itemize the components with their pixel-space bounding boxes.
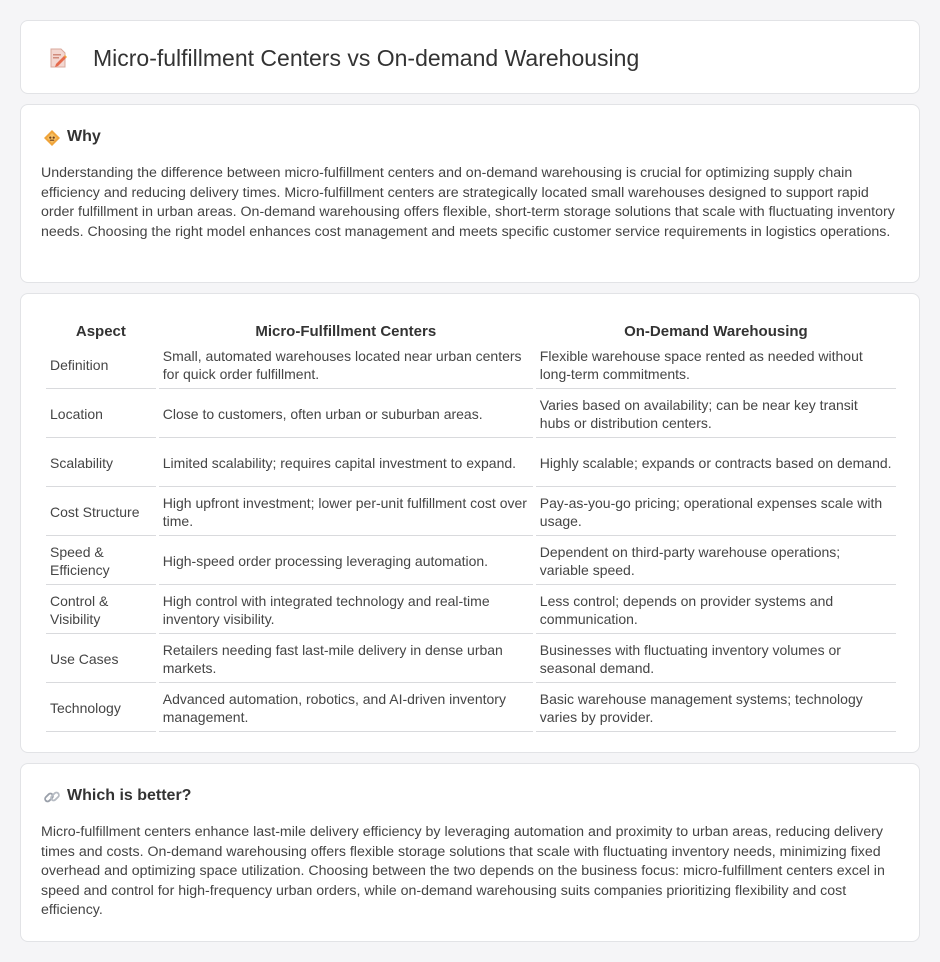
odw-cell: Less control; depends on provider systems and communication. (536, 587, 896, 634)
table-row (46, 489, 896, 536)
aspect-cell: Location (46, 391, 156, 438)
column-header-mfc: Micro-Fulfillment Centers (255, 323, 437, 340)
warning-diamond-icon (43, 129, 61, 147)
aspect-cell: Speed & Efficiency (46, 538, 156, 585)
mfc-cell: Small, automated warehouses located near urban centers for quick order fulfillment. (159, 342, 533, 389)
odw-cell: Varies based on availability; can be near key transit hubs or distribution centers. (536, 391, 896, 438)
mfc-cell: Retailers needing fast last-mile delivery in dense urban markets. (159, 636, 533, 683)
aspect-cell: Definition (46, 342, 156, 389)
aspect-cell: Use Cases (46, 636, 156, 683)
comparison-table (43, 314, 899, 734)
aspect-cell: Control & Visibility (46, 587, 156, 634)
odw-cell: Pay-as-you-go pricing; operational expenses scale with usage. (536, 489, 896, 536)
table-header-row (46, 316, 896, 340)
better-text: Micro-fulfillment centers enhance last-mile delivery efficiency by leveraging automation and proximity to urban areas, reducing delivery times and costs. On-demand warehousing offers flexible storage solutions that scale with fluctuating inventory needs, minimizing fixed overhead and optimizing space utilization. Choosing between the two depends on the business focus: micro-fulfillment centers excel in speed and control for high-frequency urban orders, while on-demand warehousing suits companies prioritizing flexibility and cost efficiency. (41, 824, 885, 919)
mfc-cell: High-speed order processing leveraging automation. (159, 538, 533, 585)
column-header-aspect: Aspect (75, 323, 126, 340)
column-header-odw: On-Demand Warehousing (624, 323, 808, 340)
table-row (46, 538, 896, 585)
table-row (46, 587, 896, 634)
document-pencil-icon (47, 47, 69, 69)
why-section (20, 104, 920, 283)
table-row (46, 440, 896, 487)
aspect-cell: Scalability (46, 440, 156, 487)
mfc-cell: High control with integrated technology and real-time inventory visibility. (159, 587, 533, 634)
link-icon (43, 788, 61, 806)
mfc-cell: Close to customers, often urban or suburban areas. (159, 391, 533, 438)
table-row (46, 636, 896, 683)
why-text: Understanding the difference between micro-fulfillment centers and on-demand warehousing is crucial for optimizing supply chain efficiency and reducing delivery times. Micro-fulfillment centers are strategically located small warehouses designed to support rapid order fulfillment in urban areas. On-demand warehousing offers flexible, short-term storage solutions that scale with fluctuating inventory needs. Choosing the right model enhances cost management and meets specific customer service requirements in logistics operations. (41, 165, 895, 240)
page-title: Micro-fulfillment Centers vs On-demand Warehousing (93, 45, 640, 71)
odw-cell: Dependent on third-party warehouse operations; variable speed. (536, 538, 896, 585)
table-row (46, 685, 896, 732)
mfc-cell: Advanced automation, robotics, and AI-driven inventory management. (159, 685, 533, 732)
mfc-cell: Limited scalability; requires capital investment to expand. (159, 440, 533, 487)
odw-cell: Highly scalable; expands or contracts based on demand. (536, 440, 896, 487)
why-title: Why (67, 128, 101, 145)
which-is-better-section (20, 763, 920, 942)
comparison-table-card (20, 293, 920, 753)
table-row (46, 391, 896, 438)
odw-cell: Businesses with fluctuating inventory volumes or seasonal demand. (536, 636, 896, 683)
table-row (46, 342, 896, 389)
odw-cell: Flexible warehouse space rented as needed without long-term commitments. (536, 342, 896, 389)
mfc-cell: High upfront investment; lower per-unit fulfillment cost over time. (159, 489, 533, 536)
header-card (20, 20, 920, 94)
aspect-cell: Technology (46, 685, 156, 732)
aspect-cell: Cost Structure (46, 489, 156, 536)
odw-cell: Basic warehouse management systems; technology varies by provider. (536, 685, 896, 732)
better-title: Which is better? (67, 787, 192, 804)
